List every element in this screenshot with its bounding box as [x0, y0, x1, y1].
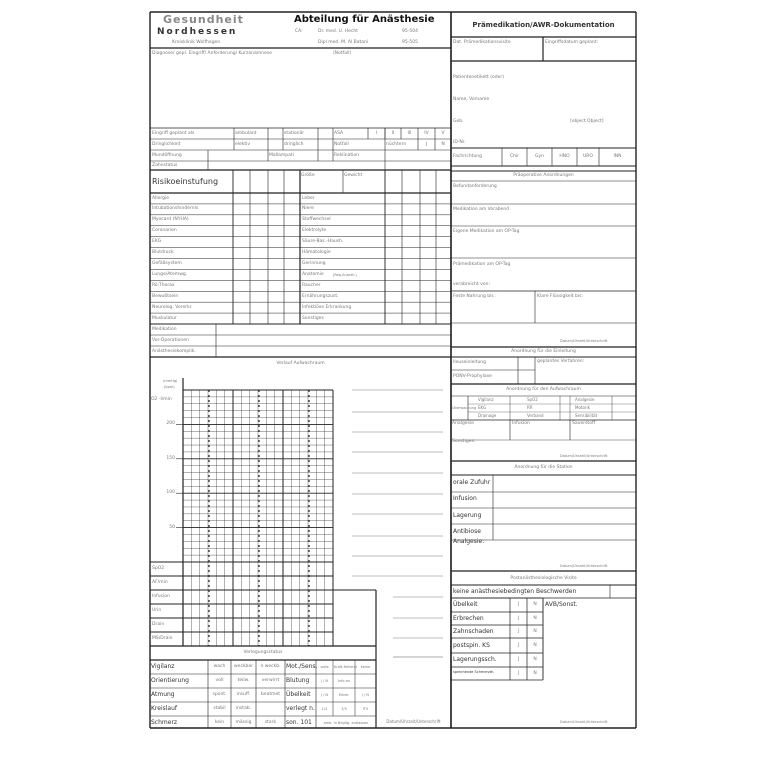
birthdate-field[interactable]: Geb. — [453, 119, 464, 124]
vorabend-field[interactable]: Medikation am Vorabend — [453, 207, 510, 212]
chart-row-label: Urin — [152, 608, 162, 613]
ponv-field[interactable]: PONV-Prophylaxe — [453, 374, 492, 379]
recovery-item[interactable]: Verband — [527, 413, 544, 418]
chart-row-label: SpO2 — [152, 566, 165, 571]
risk-item: Muskulatur — [152, 315, 177, 321]
postop-item: postspin. KS — [453, 641, 490, 649]
transfer-option[interactable]: verwirrt — [261, 678, 280, 683]
risk-title: Risikoeinstufung — [152, 177, 219, 186]
risk-item: Neurolog. Vorerkr. — [152, 304, 193, 310]
anatomie-note: (Reg.Anasth.) — [333, 272, 357, 277]
elektiv-option[interactable]: elektiv — [235, 142, 251, 147]
history-label: Vor-Operationen — [152, 338, 189, 343]
postop-item: Lagerungssch. — [453, 656, 497, 663]
id-field[interactable]: ID-Nr. — [453, 140, 466, 145]
risk-item: Niere — [302, 206, 314, 212]
asa-class-V[interactable]: V — [441, 131, 445, 136]
chart-row-label: Drain — [152, 622, 165, 627]
phone: 95-505 — [402, 40, 418, 45]
asa-class-IV[interactable]: IV — [424, 131, 429, 136]
no-option[interactable]: N — [533, 670, 537, 676]
logo-text: Nordhessen — [157, 27, 238, 37]
risk-item: Intubationshindernis — [152, 206, 199, 212]
transfer-option[interactable]: n.weckb. — [260, 664, 281, 669]
chart-title: Verlauf Aufwachraum — [276, 361, 325, 366]
transfer-option[interactable]: J / N — [361, 693, 370, 697]
yes-option[interactable]: J — [517, 602, 520, 607]
transfer-label: Orientierung — [151, 677, 189, 684]
yes-option[interactable]: J — [517, 670, 520, 676]
stationaer-option[interactable]: stationär — [284, 131, 305, 136]
dringlich-option[interactable]: dringlich — [284, 142, 304, 147]
station-field[interactable]: [object Object] — [570, 119, 604, 124]
asa-class-II[interactable]: II — [391, 131, 395, 136]
recovery-item[interactable]: Drainage — [478, 413, 497, 418]
transfer-label: Atmung — [151, 691, 175, 698]
praemed-field[interactable]: Prämedikation am OP-Tag — [453, 262, 511, 267]
administered-by-field[interactable]: verabreicht von: — [453, 282, 490, 287]
transfer-label: Übelkeit — [286, 691, 311, 698]
risk-item: Säure-Bas.-Haush. — [302, 239, 344, 245]
no-option[interactable]: N — [533, 628, 537, 634]
asa-class-I[interactable]: I — [375, 131, 378, 136]
transfer-option[interactable]: Kraft-fehlend — [334, 665, 357, 669]
gewicht-label: Gewicht — [344, 173, 363, 178]
chart-row-label: Infusion — [152, 594, 170, 599]
risk-item: Rö-Thorax — [152, 282, 175, 288]
risk-item: Stoffwechsel — [302, 217, 331, 223]
risk-item: Lunge/Atemwg. — [152, 271, 188, 277]
station-field[interactable]: Antibiose — [453, 527, 481, 535]
transfer-option[interactable]: keine — [360, 665, 371, 669]
chart-row-label: MS/Drain — [152, 636, 173, 641]
doctor-name: Dr. med. U. Hecht — [318, 29, 359, 34]
asa-label: ASA — [334, 131, 344, 136]
groesse-label: Größe — [301, 173, 315, 178]
risk-item: Allergie — [152, 195, 169, 201]
induction-title: Anordnung für die Einleitung — [511, 349, 576, 354]
dept-option-uro[interactable]: URO — [583, 154, 593, 159]
recovery-item[interactable]: Vigilanz — [478, 397, 494, 402]
no-option[interactable]: N — [441, 142, 445, 147]
befund-field[interactable]: Befundanforderung — [453, 184, 497, 189]
dept-option-chir[interactable]: Chir — [509, 154, 520, 159]
phone: 95-504 — [402, 29, 418, 34]
risk-item: Hämatologie — [302, 250, 331, 256]
transfer-option[interactable]: volle — [320, 665, 329, 669]
transfer-option[interactable]: Info an — [337, 679, 351, 683]
transfer-option[interactable]: J / N — [320, 679, 329, 683]
transfer-option[interactable]: teilw. — [237, 678, 250, 683]
transfer-option[interactable]: spont. — [212, 692, 227, 697]
teeth-label: Zahnstatus — [152, 163, 178, 168]
planned-as-label: Eingriff geplant als — [152, 131, 195, 136]
avb-field[interactable]: AVB/Sonst. — [545, 601, 578, 608]
nuechtern-label: nüchtern — [386, 142, 407, 147]
chart-unit: (mmHg) — [163, 379, 178, 383]
y-tick-label: 100 — [166, 490, 175, 496]
ileus-field[interactable]: Ileuseinleitung — [453, 360, 487, 365]
name-field[interactable]: Name, Vorname — [453, 97, 490, 102]
o2-label: O2 -l/min — [151, 397, 172, 402]
notfall-option[interactable]: Notfall — [334, 142, 349, 147]
transfer-option[interactable]: mässig — [235, 720, 252, 725]
station-field[interactable]: Infusion — [453, 495, 477, 503]
transfer-label: verlegt n. — [286, 705, 315, 712]
risk-item: Coronarien — [152, 228, 177, 234]
recovery-title: Anordnung für den Aufwachraum — [506, 387, 581, 392]
signature-label: Datum/Uhrzeit/Unterschrift — [560, 339, 608, 343]
history-label: Anästhesiekomplik. — [152, 349, 196, 354]
y-tick-label: 200 — [166, 421, 175, 427]
risk-item: Ernährungszust. — [302, 293, 339, 299]
signature-label: Datum/Uhrzeit/Unterschrift — [386, 719, 441, 724]
risk-item: EKG — [152, 239, 162, 245]
monitoring-label: Überwachung — [452, 406, 477, 410]
dept-option-gyn[interactable]: Gyn — [534, 154, 544, 159]
asa-class-III[interactable]: III — [407, 131, 412, 136]
op-date-field[interactable]: Eingriffsdatum geplant: — [545, 40, 599, 45]
department-title: Abteilung für Anästhesie — [294, 14, 435, 25]
transfer-label: Mot./Sens. — [286, 663, 318, 670]
transfer-label: Blutung — [286, 677, 310, 684]
transfer-title: Verlegungsstatus — [243, 650, 283, 655]
postop-title: Postanästhesiologische Visite — [510, 576, 577, 581]
planned-procedure-field[interactable]: geplantes Verfahren: — [537, 359, 585, 364]
risk-item: Infektiöse Erkrankung — [302, 304, 352, 310]
recovery-item[interactable]: EKG — [478, 405, 487, 410]
signature-label: Datum/Uhrzeit/Unterschrift — [560, 564, 608, 568]
no-option[interactable]: N — [533, 615, 537, 621]
ca-label: CA: — [295, 29, 303, 34]
risk-item: Gerinnung — [302, 261, 326, 266]
postop-item: Erbrechen — [453, 614, 484, 622]
risk-item: Bewußtsein — [152, 293, 179, 299]
yes-option[interactable]: J — [425, 142, 428, 147]
transfer-option[interactable]: instab. — [235, 706, 252, 711]
y-tick-label: 150 — [166, 455, 175, 461]
transfer-label: son. 101 — [286, 719, 312, 726]
history-label: Medikation — [152, 327, 177, 332]
clinic-name: Kreisklinik Wolfhagen — [172, 40, 221, 45]
logo-text: Gesundheit — [163, 13, 244, 26]
eigene-med-field[interactable]: Eigene Medikation am OP-Tag — [453, 229, 520, 234]
transfer-option[interactable]: beatmet — [260, 692, 281, 697]
form-title: Prämedikation/AWR-Dokumentation — [472, 21, 615, 29]
station-field[interactable]: Lagerung — [453, 511, 482, 519]
transfer-option[interactable]: 3/5 — [341, 707, 347, 711]
solid-food-field[interactable]: Feste Nahrung bis : — [453, 294, 497, 299]
transfer-option[interactable]: stabil — [213, 706, 226, 711]
mouth-label: Mundöffnung — [152, 153, 182, 158]
postop-item: Zahnschaden — [453, 627, 494, 635]
no-complaints-field[interactable]: keine anästhesiebedingten Beschwerden — [453, 588, 577, 595]
yes-option[interactable]: J — [517, 642, 520, 648]
infusion-field[interactable]: Infusion — [512, 421, 530, 426]
ambulant-option[interactable]: ambulant — [235, 131, 257, 136]
risk-item: Elektrolyte — [302, 228, 327, 234]
doctor-name: Dipl med. M. Al Batani — [318, 40, 369, 45]
patient-label-field[interactable]: Patientenetikett (oder) — [453, 75, 504, 80]
yes-option[interactable]: J — [517, 628, 520, 634]
signature-label: Datum/Uhrzeit/Unterschrift — [560, 720, 608, 724]
diagnosis-label: Diagnose/ gepl. Eingriff/ Anforderung/ Kurzanamnese — [152, 51, 272, 56]
transfer-option[interactable]: insuff. — [236, 692, 251, 697]
risk-item: Leber — [302, 195, 315, 201]
no-option[interactable]: N — [533, 657, 537, 662]
signature-label: Datum/Uhrzeit/Unterschrift — [560, 454, 608, 458]
yes-option[interactable]: J — [517, 615, 520, 621]
risk-item: Anatomie — [302, 271, 324, 277]
station-analgesia-field[interactable]: Analgesie: — [453, 538, 485, 545]
other-field[interactable]: Sonstiges: — [452, 439, 476, 444]
transfer-option[interactable]: kein — [214, 720, 225, 725]
risk-item: Sonstiges — [302, 315, 324, 321]
recovery-item[interactable]: SpO2 — [527, 397, 538, 402]
reklination-label: Reklination — [334, 153, 360, 158]
risk-item: Myocard (NYHA) — [152, 217, 189, 223]
risk-item: Blutdruck — [152, 250, 174, 256]
emergency-label: (Notfall) — [333, 51, 352, 56]
postop-item: sprechende Schmerzth. — [453, 669, 495, 674]
recovery-item[interactable]: RR — [527, 405, 533, 410]
transfer-option[interactable]: amb. in Begltg. entlassen — [323, 721, 369, 725]
transfer-label: Vigilanz — [151, 663, 175, 670]
risk-item: Gefäßsystem — [152, 261, 182, 266]
oxygen-field[interactable]: Sauerstoff — [572, 421, 596, 426]
recovery-item[interactable]: Sensibilität — [575, 413, 598, 418]
no-option[interactable]: N — [533, 602, 537, 607]
chart-unit: (bpm) — [164, 385, 175, 389]
transfer-option[interactable]: wach — [213, 664, 226, 669]
urgency-label: Dringlichkeit — [152, 142, 181, 147]
transfer-option[interactable]: Erbre. — [338, 693, 350, 697]
dept-option-inn[interactable]: INN — [613, 154, 622, 159]
transfer-option[interactable]: ITV — [362, 707, 369, 711]
y-tick-label: 50 — [169, 524, 175, 530]
transfer-option[interactable]: voll — [215, 678, 224, 683]
yes-option[interactable]: J — [517, 657, 520, 662]
analgesia-field[interactable]: Analgesie — [452, 421, 474, 426]
no-option[interactable]: N — [533, 642, 537, 648]
postop-item: Übelkeit — [453, 601, 478, 608]
transfer-option[interactable]: J / N — [320, 693, 329, 697]
transfer-label: Schmerz — [151, 719, 178, 726]
chart-row-label: AF/min — [152, 580, 168, 585]
risk-item: Raucher — [302, 282, 321, 288]
clear-fluid-field[interactable]: Klare Flüssigkeit bis: — [537, 294, 584, 299]
mallampati-label: Mallampati — [269, 153, 294, 158]
dept-label: Fachrichtung — [453, 154, 483, 159]
transfer-option[interactable]: weckbar — [234, 664, 253, 669]
station-field[interactable]: orale Zufuhr — [453, 479, 491, 486]
recovery-item[interactable]: Motorik — [575, 405, 590, 410]
transfer-option[interactable]: stark — [264, 720, 277, 725]
visit-date-field[interactable]: Dat. Prämedikationsvisite — [453, 40, 511, 45]
station-title: Anordnung für die Station — [514, 465, 573, 470]
recovery-item[interactable]: Analgesie — [575, 397, 595, 402]
preop-title: Präoperative Anordnungen — [513, 173, 574, 178]
dept-option-hno[interactable]: HNO — [559, 154, 570, 159]
transfer-label: Kreislauf — [151, 705, 178, 712]
transfer-option[interactable]: 1/2 — [321, 707, 328, 711]
